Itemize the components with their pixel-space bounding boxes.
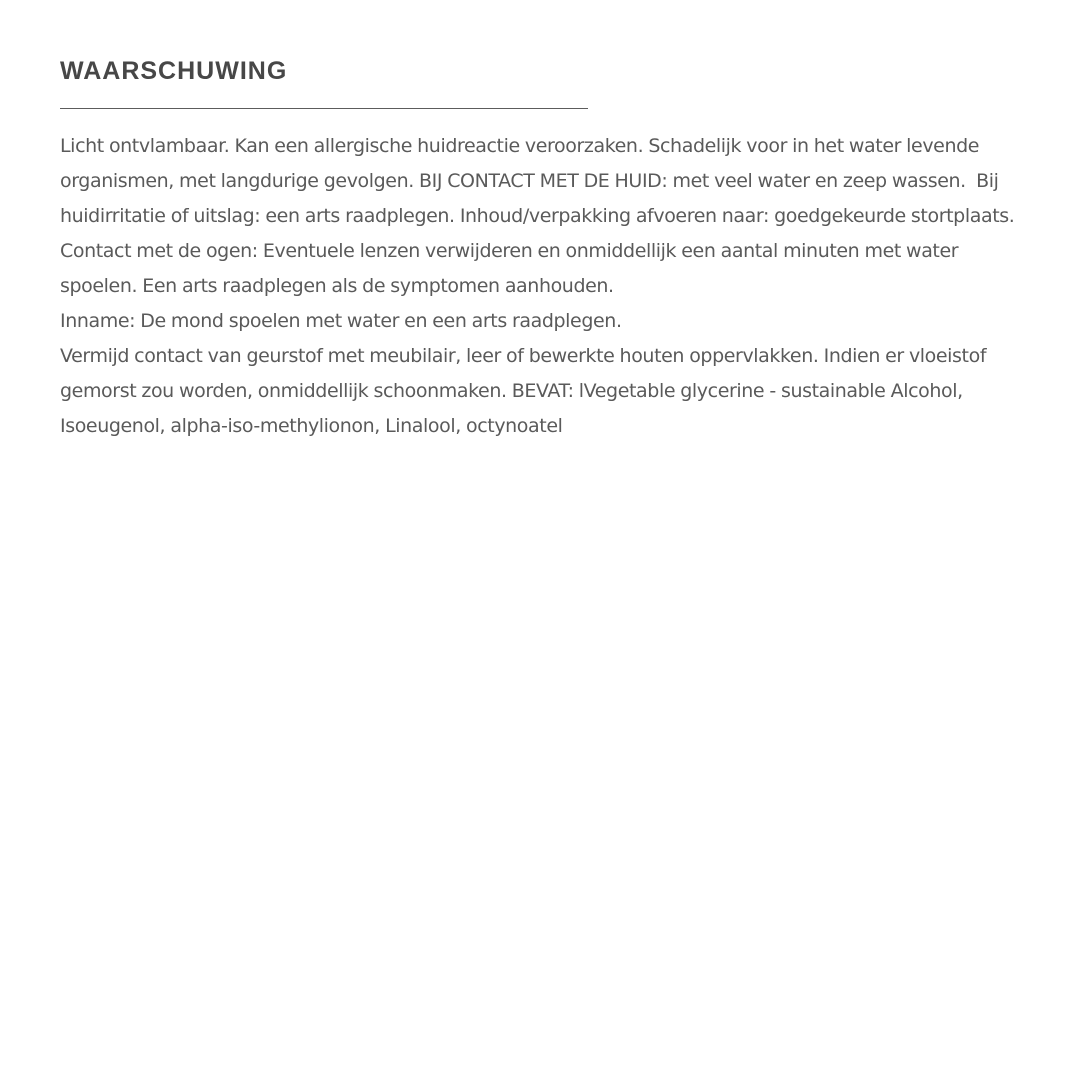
page-title: WAARSCHUWING bbox=[60, 57, 288, 85]
warning-paragraph-contains: Vermijd contact van geurstof met meubilair, leer of bewerkte houten oppervlakken. Indien er vloeistof gemorst zou worden, onmiddellijk schoonmaken. BEVAT: lVegetable glycerine - sustainable Alcohol, Isoeugenol, alpha-iso-methylionon, Linalool, octynoatel bbox=[60, 345, 992, 437]
title-divider bbox=[60, 108, 588, 109]
warning-paragraph-hazards: Licht ontvlambaar. Kan een allergische huidreactie veroorzaken. Schadelijk voor in het water levende organismen, met langdurige gevolgen. BIJ CONTACT MET DE HUID: met veel water en zeep wassen. Bij huidirritatie of uitslag: een arts raadplegen. Inhoud/verpakking afvoeren naar: goedgekeurde stortplaats. bbox=[60, 135, 1015, 227]
warning-text bbox=[60, 129, 1030, 444]
warning-paragraph-eyes: Contact met de ogen: Eventuele lenzen verwijderen en onmiddellijk een aantal minuten met water spoelen. Een arts raadplegen als de symptomen aanhouden. bbox=[60, 240, 964, 297]
warning-paragraph-ingestion: Inname: De mond spoelen met water en een arts raadplegen. bbox=[60, 310, 622, 332]
